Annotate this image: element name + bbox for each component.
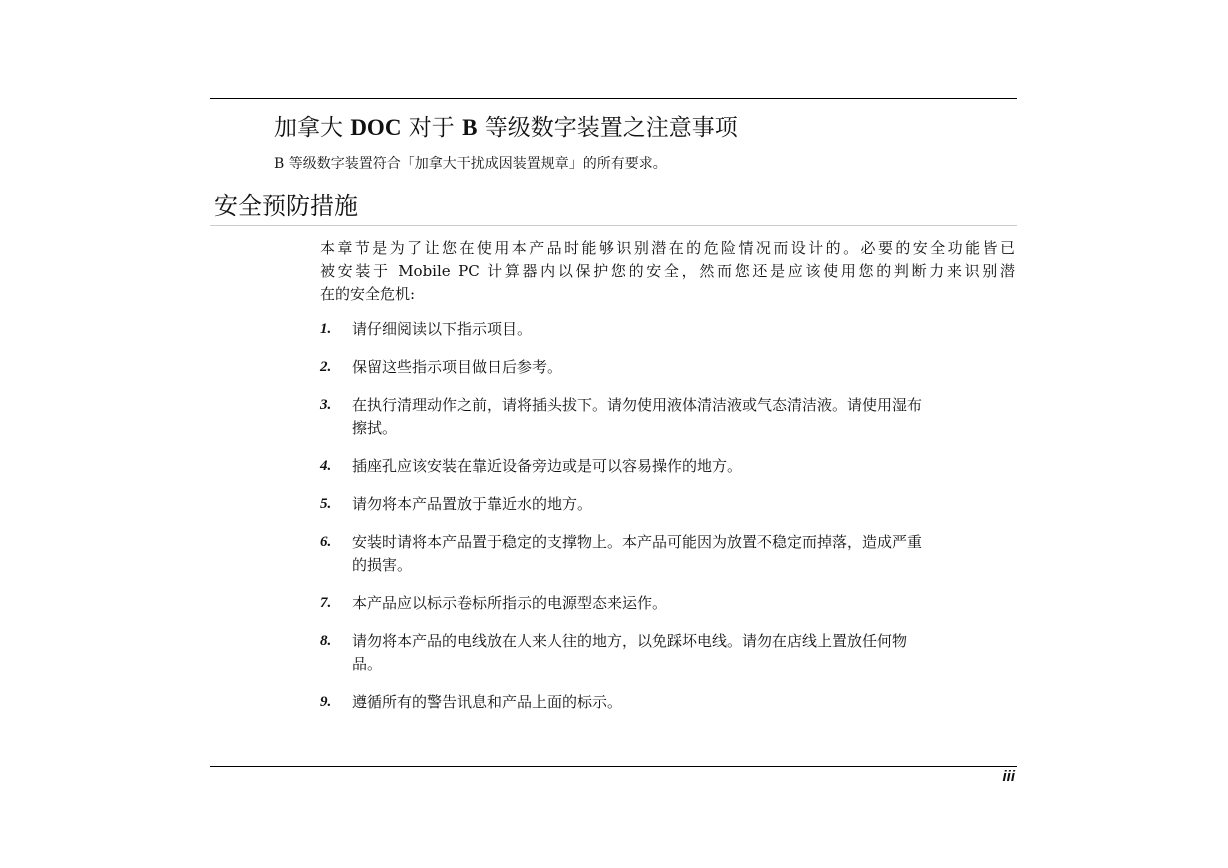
list-item bbox=[320, 318, 1015, 341]
item-text: 在执行清理动作之前，请将插头拔下。请勿使用液体清洁液或气态清洁液。请使用湿布 bbox=[352, 396, 923, 414]
item-number: 6. bbox=[320, 534, 332, 550]
intro-line: 被安装于 Mobile PC 计算器内以保护您的安全，然而您还是应该使用您的判断力来识别潜 bbox=[320, 262, 1015, 280]
list-item bbox=[320, 493, 1015, 516]
bottom-rule bbox=[210, 766, 1017, 767]
top-rule bbox=[210, 98, 1017, 99]
list-item bbox=[320, 455, 1015, 478]
item-text: 安装时请将本产品置于稳定的支撑物上。本产品可能因为放置不稳定而掉落，造成严重 bbox=[352, 533, 923, 551]
item-number: 4. bbox=[320, 458, 332, 474]
item-number: 3. bbox=[320, 397, 332, 413]
safety-instructions-list bbox=[320, 318, 1015, 729]
item-text: 的损害。 bbox=[352, 556, 413, 574]
item-text: 保留这些指示项目做日后参考。 bbox=[352, 358, 563, 376]
item-text: 请仔细阅读以下指示项目。 bbox=[352, 320, 533, 338]
list-item bbox=[320, 531, 1015, 577]
item-number: 9. bbox=[320, 694, 332, 710]
item-text: 本产品应以标示卷标所指示的电源型态来运作。 bbox=[352, 594, 668, 612]
item-number: 5. bbox=[320, 496, 332, 512]
safety-intro-paragraph bbox=[320, 237, 1015, 306]
list-item bbox=[320, 356, 1015, 379]
section-rule bbox=[210, 225, 1017, 226]
item-text: 请勿将本产品置放于靠近水的地方。 bbox=[352, 495, 593, 513]
item-number: 8. bbox=[320, 633, 332, 649]
intro-line: 在的安全危机: bbox=[320, 285, 416, 303]
item-number: 2. bbox=[320, 359, 332, 375]
list-item bbox=[320, 394, 1015, 440]
intro-line: 本章节是为了让您在使用本产品时能够识别潜在的危险情况而设计的。必要的安全功能皆已 bbox=[320, 239, 1015, 257]
page-number: iii bbox=[1002, 768, 1015, 785]
item-text: 擦拭。 bbox=[352, 419, 398, 437]
item-number: 7. bbox=[320, 595, 332, 611]
canada-doc-heading: 加拿大 DOC 对于 B 等级数字装置之注意事项 bbox=[274, 115, 738, 141]
list-item bbox=[320, 592, 1015, 615]
item-text: 请勿将本产品的电线放在人来人往的地方，以免踩坏电线。请勿在店线上置放任何物 bbox=[352, 632, 908, 650]
list-item bbox=[320, 691, 1015, 714]
canada-doc-statement: B 等级数字装置符合「加拿大干扰成因装置规章」的所有要求。 bbox=[274, 156, 667, 172]
item-text: 遵循所有的警告讯息和产品上面的标示。 bbox=[352, 693, 623, 711]
item-text: 品。 bbox=[352, 655, 383, 673]
list-item bbox=[320, 630, 1015, 676]
item-text: 插座孔应该安装在靠近设备旁边或是可以容易操作的地方。 bbox=[352, 457, 743, 475]
item-number: 1. bbox=[320, 321, 332, 337]
safety-section-title: 安全预防措施 bbox=[214, 192, 358, 220]
